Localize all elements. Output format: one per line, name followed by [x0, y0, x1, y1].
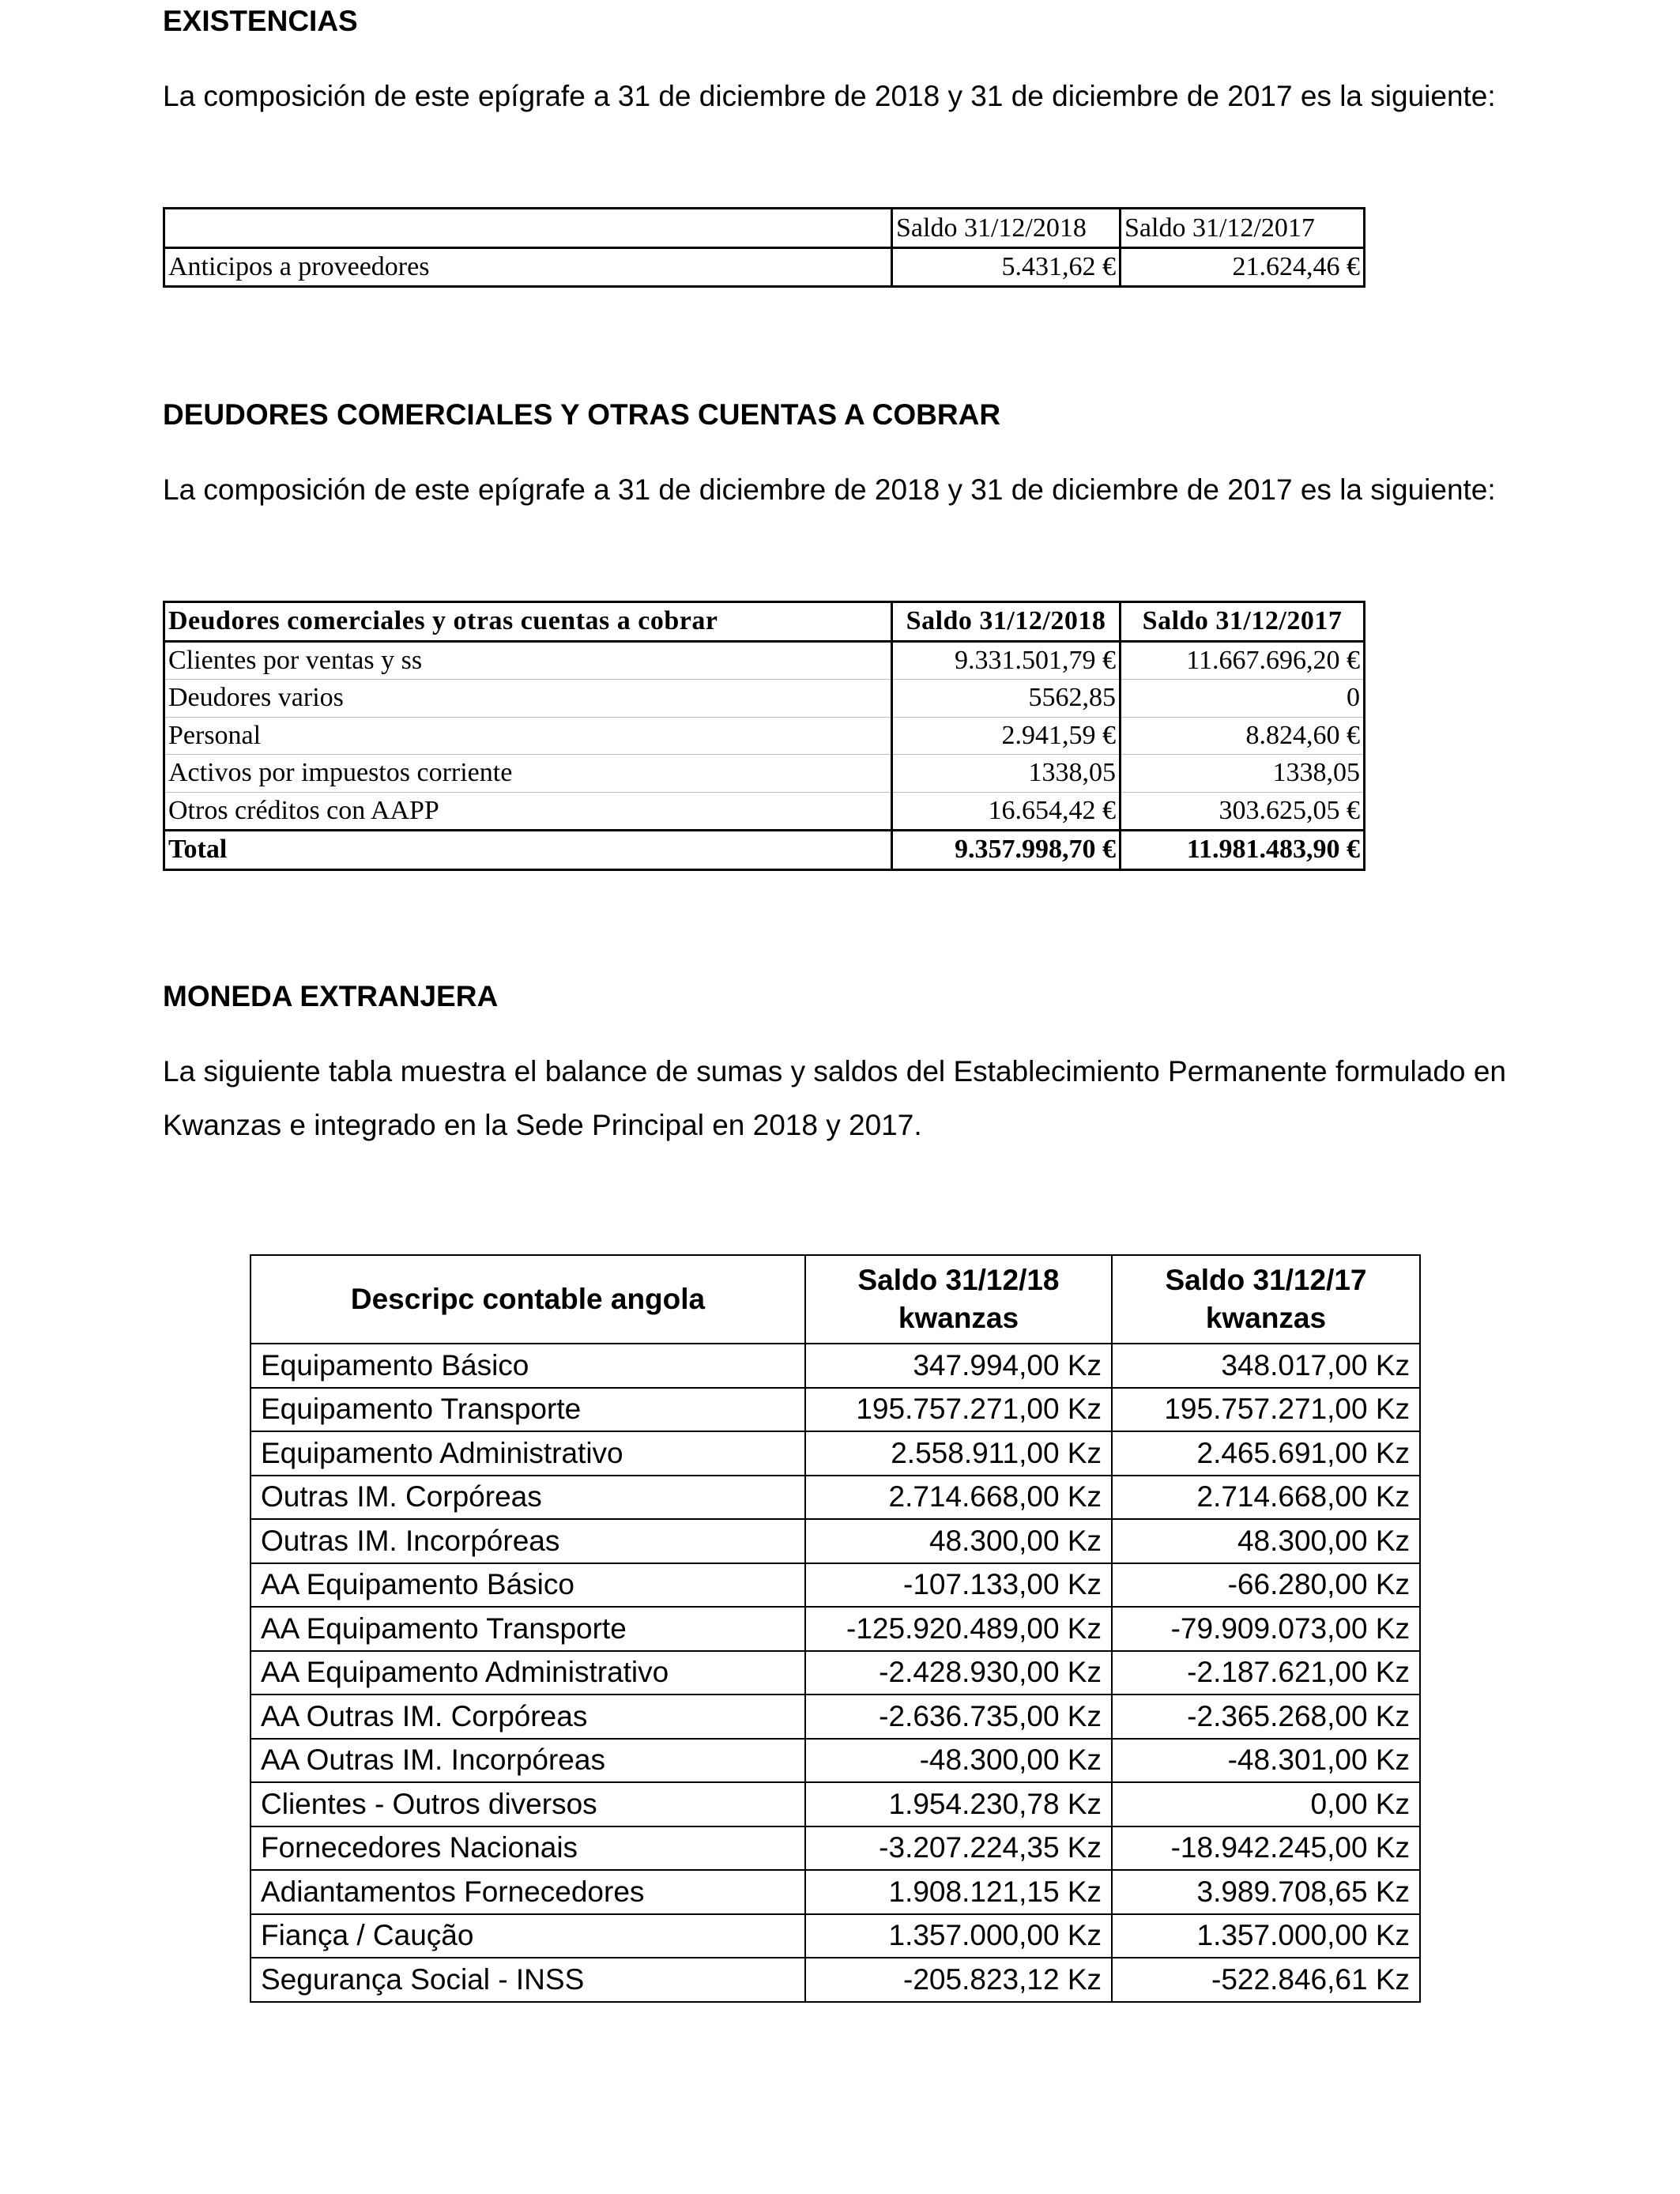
value-2017: 2.714.668,00 Kz — [1112, 1476, 1420, 1520]
value-2017: 21.624,46 € — [1121, 248, 1365, 287]
table-row — [250, 1826, 1420, 1871]
header-cell: Descripc contable angola — [250, 1255, 805, 1344]
value-2017: -48.301,00 Kz — [1112, 1739, 1420, 1783]
value-2017: -2.187.621,00 Kz — [1112, 1651, 1420, 1695]
header-cell — [164, 209, 892, 248]
table-row — [164, 248, 1365, 287]
row-label: Equipamento Básico — [250, 1344, 805, 1388]
value-2017: 8.824,60 € — [1121, 717, 1365, 755]
row-label: AA Outras IM. Corpóreas — [250, 1695, 805, 1739]
table-row — [250, 1476, 1420, 1520]
value-2018: 2.941,59 € — [892, 717, 1121, 755]
value-2018: 1338,05 — [892, 755, 1121, 793]
value-2017: -18.942.245,00 Kz — [1112, 1826, 1420, 1871]
table-row — [250, 1914, 1420, 1958]
value-2017: -79.909.073,00 Kz — [1112, 1607, 1420, 1651]
table-row — [250, 1388, 1420, 1432]
row-label: AA Outras IM. Incorpóreas — [250, 1739, 805, 1783]
value-2017: 3.989.708,65 Kz — [1112, 1870, 1420, 1914]
table-row — [250, 1695, 1420, 1739]
row-label: AA Equipamento Administrativo — [250, 1651, 805, 1695]
value-2017: 48.300,00 Kz — [1112, 1519, 1420, 1563]
paragraph-deudores: La composición de este epígrafe a 31 de diciembre de 2018 y 31 de diciembre de 2017 es la siguiente: — [163, 473, 1496, 506]
header-cell: Saldo 31/12/2018 — [892, 602, 1121, 642]
row-label: AA Equipamento Transporte — [250, 1607, 805, 1651]
table-row — [164, 755, 1365, 793]
table-total-row — [164, 831, 1365, 870]
table-row — [250, 1607, 1420, 1651]
value-2017: -2.365.268,00 Kz — [1112, 1695, 1420, 1739]
row-label: Clientes por ventas y ss — [164, 641, 892, 680]
table-row — [250, 1870, 1420, 1914]
row-label: Clientes - Outros diversos — [250, 1782, 805, 1826]
value-2017: 303.625,05 € — [1121, 792, 1365, 831]
row-label: Equipamento Administrativo — [250, 1431, 805, 1476]
table-row — [164, 641, 1365, 680]
table-moneda-extranjera — [250, 1254, 1421, 2003]
header-cell: Deudores comerciales y otras cuentas a cobrar — [164, 602, 892, 642]
value-2018: 5.431,62 € — [892, 248, 1121, 287]
header-cell: Saldo 31/12/2018 — [892, 209, 1121, 248]
row-label: Equipamento Transporte — [250, 1388, 805, 1432]
table-row — [250, 1651, 1420, 1695]
value-2018: -48.300,00 Kz — [805, 1739, 1112, 1783]
value-2018: 2.558.911,00 Kz — [805, 1431, 1112, 1476]
table-row — [250, 1431, 1420, 1476]
header-cell: Saldo 31/12/2017 — [1121, 602, 1365, 642]
row-label: Anticipos a proveedores — [164, 248, 892, 287]
value-2017: 2.465.691,00 Kz — [1112, 1431, 1420, 1476]
value-2018: 9.331.501,79 € — [892, 641, 1121, 680]
value-2017: 348.017,00 Kz — [1112, 1344, 1420, 1388]
value-2017: -66.280,00 Kz — [1112, 1563, 1420, 1608]
total-2017: 11.981.483,90 € — [1121, 831, 1365, 870]
table-row — [164, 792, 1365, 831]
table-row — [250, 1782, 1420, 1826]
row-label: Adiantamentos Fornecedores — [250, 1870, 805, 1914]
table-row — [164, 717, 1365, 755]
row-label: Personal — [164, 717, 892, 755]
value-2017: 1338,05 — [1121, 755, 1365, 793]
table-existencias — [163, 207, 1365, 288]
value-2017: 0 — [1121, 680, 1365, 718]
header-cell: Saldo 31/12/17 kwanzas — [1112, 1255, 1420, 1344]
value-2018: 2.714.668,00 Kz — [805, 1476, 1112, 1520]
table-row — [250, 1739, 1420, 1783]
value-2018: 1.908.121,15 Kz — [805, 1870, 1112, 1914]
section-heading-deudores: DEUDORES COMERCIALES Y OTRAS CUENTAS A COBRAR — [163, 398, 1001, 431]
row-label: Outras IM. Corpóreas — [250, 1476, 805, 1520]
value-2018: 16.654,42 € — [892, 792, 1121, 831]
table-row — [250, 1563, 1420, 1608]
value-2018: -205.823,12 Kz — [805, 1958, 1112, 2002]
row-label: Outras IM. Incorpóreas — [250, 1519, 805, 1563]
total-2018: 9.357.998,70 € — [892, 831, 1121, 870]
value-2017: 1.357.000,00 Kz — [1112, 1914, 1420, 1958]
value-2018: -2.636.735,00 Kz — [805, 1695, 1112, 1739]
value-2018: 1.357.000,00 Kz — [805, 1914, 1112, 1958]
value-2018: -3.207.224,35 Kz — [805, 1826, 1112, 1871]
value-2017: -522.846,61 Kz — [1112, 1958, 1420, 2002]
row-label: Fiança / Caução — [250, 1914, 805, 1958]
table-header-row — [164, 209, 1365, 248]
table-row — [250, 1344, 1420, 1388]
table-row — [250, 1958, 1420, 2002]
value-2018: 347.994,00 Kz — [805, 1344, 1112, 1388]
value-2018: 1.954.230,78 Kz — [805, 1782, 1112, 1826]
table-row — [164, 680, 1365, 718]
value-2017: 195.757.271,00 Kz — [1112, 1388, 1420, 1432]
table-header-row — [250, 1255, 1420, 1344]
table-header-row — [164, 602, 1365, 642]
paragraph-moneda: La siguiente tabla muestra el balance de sumas y saldos del Establecimiento Permanente formulado en Kwanzas e integrado en la Sede Principal en 2018 y 2017. — [163, 1055, 1506, 1141]
table-row — [250, 1519, 1420, 1563]
row-label: AA Equipamento Básico — [250, 1563, 805, 1608]
section-heading-moneda: MONEDA EXTRANJERA — [163, 980, 499, 1012]
table-deudores — [163, 601, 1365, 871]
paragraph-existencias: La composición de este epígrafe a 31 de diciembre de 2018 y 31 de diciembre de 2017 es la siguiente: — [163, 80, 1496, 112]
total-label: Total — [164, 831, 892, 870]
value-2018: 195.757.271,00 Kz — [805, 1388, 1112, 1432]
row-label: Deudores varios — [164, 680, 892, 718]
value-2018: -2.428.930,00 Kz — [805, 1651, 1112, 1695]
row-label: Fornecedores Nacionais — [250, 1826, 805, 1871]
row-label: Otros créditos con AAPP — [164, 792, 892, 831]
value-2017: 0,00 Kz — [1112, 1782, 1420, 1826]
section-heading-existencias: EXISTENCIAS — [163, 5, 358, 37]
value-2018: 48.300,00 Kz — [805, 1519, 1112, 1563]
row-label: Activos por impuestos corriente — [164, 755, 892, 793]
value-2018: 5562,85 — [892, 680, 1121, 718]
value-2018: -107.133,00 Kz — [805, 1563, 1112, 1608]
value-2017: 11.667.696,20 € — [1121, 641, 1365, 680]
row-label: Segurança Social - INSS — [250, 1958, 805, 2002]
header-cell: Saldo 31/12/2017 — [1121, 209, 1365, 248]
value-2018: -125.920.489,00 Kz — [805, 1607, 1112, 1651]
header-cell: Saldo 31/12/18 kwanzas — [805, 1255, 1112, 1344]
